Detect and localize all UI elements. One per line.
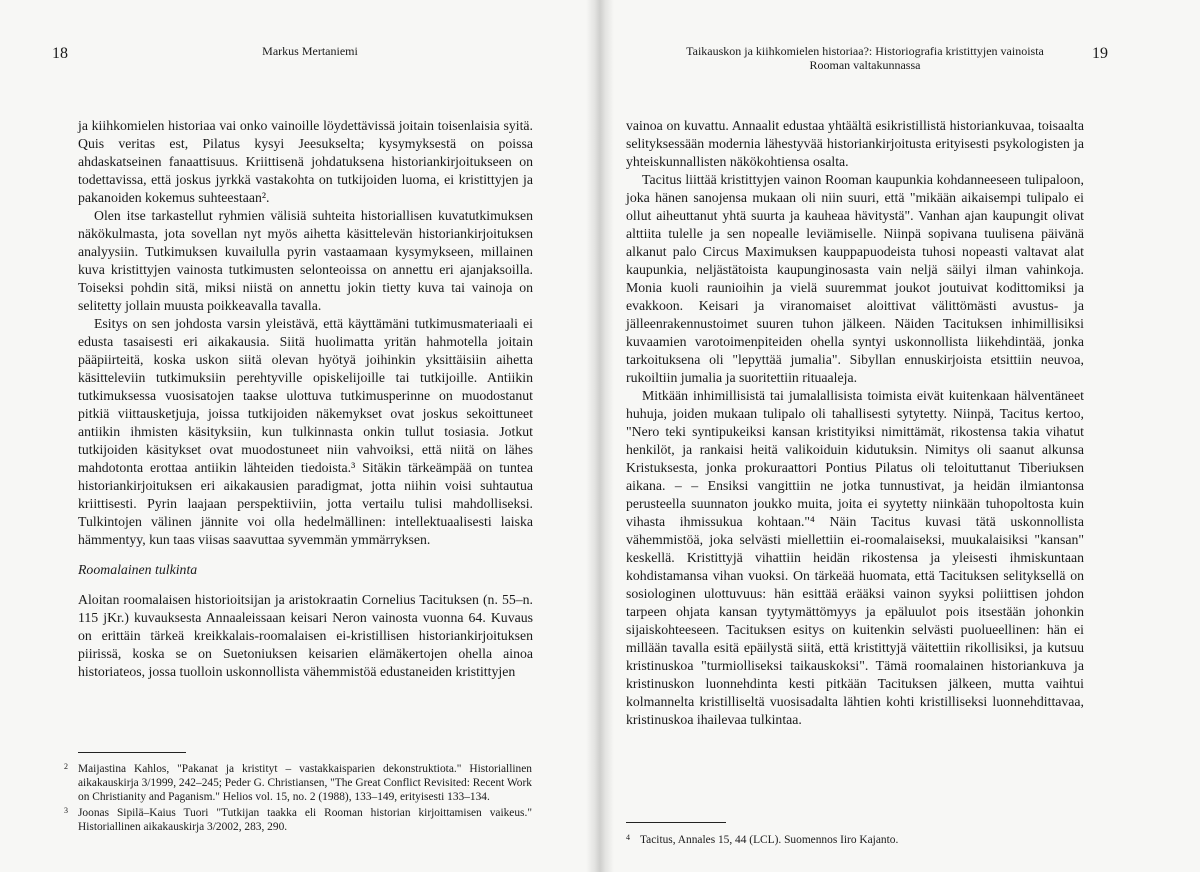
- paragraph: Mitkään inhimillisistä tai jumalallisista toimista eivät kuitenkaan hälventäneet huhuja, joiden mukaan tulipalo oli tahallisesti sytytetty. Niinpä, Tacitus kertoo, "Nero teki syntipukeiksi kansan kristityiksi nimittämät, rikostensa takia vihatut henkilöt, ja rankaisi heitä valikoiduin kidutuksin. Nimitys oli saanut alkunsa Kristuksesta, jonka prokuraattori Pontius Pilatus oli teloituttanut Tiberiuksen aikana. – – Ensiksi vangittiin ne jotka tunnustivat, ja heidän ilmiantonsa perusteella suunnaton joukko muita, joita ei syytetty niinkään tuhopoltosta kuin vihasta ihmissukua kohtaan."⁴ Näin Tacitus kuvasi tätä uskonnollista vähemmistöä, joka selvästi miellettiin ei-roomalaiseksi, muukalaisiksi "kansan" keskellä. Kristittyjä vihattiin heidän rikostensa ja yleisesti ihmiskuntaan kohdistamansa vihan vuoksi. On tärkeää huomata, että Tacituksen selityksellä on sosiologinen ulottuvuus: hän esittää erääksi vainon syyksi poliittisen johdon tarpeen ohjata kansan tyytymättömyys ja epäluulot pois itsestään johonkin sijaiskohteeseen. Tacituksen esitys on kuitenkin selvästi puolueellinen: hän ei millään tavalla esitä epäilystä siitä, että kristittyjä väitettiin rikollisiksi, ja kutsuu kristinuskoa "turmiolliseksi taikauskoksi". Tämä roomalainen historiankuva ja kristinuskon luonnehdinta kesti pitkään Tacituksen jälkeen, mutta vaihtui kolmannelta kristilliseltä vuosisadalta lähtien kohti kristilliseksi luonnehdittavaa, kristinuskoa ihailevaa tulkintaa.: [626, 388, 1084, 727]
- book-gutter: [586, 0, 614, 872]
- right-page: [604, 0, 1200, 872]
- footnotes: [64, 762, 532, 836]
- footnote-text: Maijastina Kahlos, "Pakanat ja kristityt – vastakkaisparien dekonstruktiota." Historiallinen aikakauskirja 3/1999, 242–245; Peder G. Christiansen, "The Great Conflict Revisited: Recent Work on Christianity and Paganism." Helios vol. 15, no. 2 (1988), 133–149, erityisesti 133–134.: [78, 763, 532, 803]
- paragraph: ja kiihkomielen historiaa vai onko vainoille löydettävissä joitain toisenlaisia syitä. Quis veritas est, Pilatus kysyi Jeesukselta; kysymyksestä on poissa ahdaskatseinen fanaattisuus. Kriittisenä johdatuksena historiankirjoitukseen on todettavissa, että joskus jyrkkä vastakohta on tutkijoiden luoma, ei kristittyjen ja pakanoiden kokemus suhteestaan².: [78, 118, 533, 205]
- footnote-text: Joonas Sipilä–Kaius Tuori "Tutkijan taakka eli Rooman historian kirjoittamisen vaikeus." Historiallinen aikakauskirja 3/2002, 283, 290.: [78, 807, 532, 833]
- footnote: [626, 833, 1084, 847]
- paragraph: Aloitan roomalaisen historioitsijan ja aristokraatin Cornelius Tacituksen (n. 55–n. 115 jKr.) kuvauksesta Annaaleissaan keisari Neron vainosta vuonna 64. Kuvaus on erittäin tärkeä kreikkalais-roomalaisen ei-kristillisen historiankirjoituksen piirissä, koska se on Suetoniuksen keisarien elämäkertojen ohella ainoa historiateos, jossa tuolloin uskonnollista vähemmistöä edustaneiden kristittyjen: [78, 592, 533, 679]
- footnote: [64, 806, 532, 834]
- footnote-mark: 2: [64, 762, 68, 771]
- running-head: Markus Mertaniemi: [262, 44, 358, 58]
- footnote: [64, 762, 532, 804]
- paragraph: Olen itse tarkastellut ryhmien välisiä suhteita historiallisen kuvatutkimuksen näkökulmasta, jota sovellan nyt myös aihetta käsittelevän historiankirjoituksen analyysiin. Tutkimuksen kuvailulla pyrin vastaamaan kysymykseen, millainen kuva kristittyjen vainosta tutkimusten selonteoissa on annettu eri ajanjaksoilla. Toiseksi pohdin sitä, miksi niistä on annettu jokin tietty kuva tai vainoja on selitetty jollain muusta poikkeavalla tavalla.: [78, 208, 533, 313]
- footnote-rule: [626, 822, 726, 823]
- paragraph: Tacitus liittää kristittyjen vainon Rooman kaupunkia kohdanneeseen tulipaloon, joka hänen sanojensa mukaan oli niin suuri, että "mikään aikaisempi tulipalo ei ollut aiheuttanut yhtä suurta ja kauheaa hävitystä". Vanhan ajan kaupungit olivat alttiita tulelle ja sen nopealle leviämiselle. Niinpä sopivana tuulisena päivänä alkanut palo Circus Maximuksen kauppapuodeista tuhosi nopeasti valtavat alat kaupunkia, neljästätoista kaupunginosasta vain neljä säilyi ilman vahinkoja. Monia kuoli raunioihin ja vielä suuremmat joukot joutuivat kodittomiksi ja evakkoon. Keisari ja viranomaiset aloittivat välittömästi avustus- ja jälleenrakennustoimet suuren tuhon jälkeen. Näiden Tacituksen inhimillisiksi kuvaamien varotoimenpiteiden ohella syntyi uskonnollista liikehdintää, jonka tarkoituksena oli "lepyttää jumalia". Sibyllan ennuskirjoista etsittiin neuvoa, rukoiltiin jumalia ja suoritettiin rituaaleja.: [626, 172, 1084, 385]
- page-number: 18: [52, 45, 68, 62]
- footnote-text: Tacitus, Annales 15, 44 (LCL). Suomennos Iiro Kajanto.: [640, 834, 899, 846]
- footnotes: [626, 833, 1084, 849]
- running-head: [660, 44, 1070, 72]
- footnote-rule: [78, 752, 186, 753]
- left-page: [0, 0, 596, 872]
- footnote-mark: 4: [626, 833, 630, 842]
- paragraph: vainoa on kuvattu. Annaalit edustaa yhtäältä esikristillistä historiankuvaa, toisaalta selityksessään modernia lähestyvää historiankirjoitusta erityisesti psykologisten ja yhteiskunnallisten näkökohtiensa osalta.: [626, 118, 1084, 169]
- paragraph: Esitys on sen johdosta varsin yleistävä, että käyttämäni tutkimusmateriaali ei edusta tasaisesti eri aikakausia. Siitä huolimatta yritän hahmotella joitain pääpiirteitä, koska uskon siitä olevan hyötyä joihinkin yksittäisiin aihetta käsitteleviin tutkimuksiin perehtyville opiskelijoille tai tutkijoille. Antiikin tutkimuksessa vuosisatojen taakse ulottuva tutkimusperinne on muodostanut pitkiä viittausketjuja, joissa tutkijoiden näkemykset ovat joskus sekoittuneet antiikin ihmisten käsityksiin, kun tulkinnasta onkin tullut tosiasia. Jotkut tutkijoiden käsitykset ovat muodostuneet niin vahvoiksi, että niitä on lähes mahdotonta erottaa antiikin lähteiden tiedoista.³ Sitäkin tärkeämpää on tuntea historiankirjoituksen eri aikakausien paradigmat, jotta niihin voisi suhtautua kriittisesti. Pyrin laajaan perspektiiviin, jotta vertailu tulisi mahdolliseksi. Tulkintojen välinen jännite voi olla hedelmällinen: intellektuaalisesti laiska hämmentyy, kun taas viisas saavuttaa syvemmän ymmärryksen.: [78, 316, 533, 547]
- right-body-text: [626, 117, 1084, 729]
- section-heading: Roomalainen tulkinta: [78, 562, 198, 577]
- page-number: 19: [1092, 45, 1108, 62]
- running-head-line: Taikauskon ja kiihkomielen historiaa?: Historiografia kristittyjen vainoista: [686, 44, 1044, 58]
- left-body-text: [78, 117, 533, 681]
- footnote-mark: 3: [64, 806, 68, 815]
- running-head-line: Rooman valtakunnassa: [809, 58, 921, 72]
